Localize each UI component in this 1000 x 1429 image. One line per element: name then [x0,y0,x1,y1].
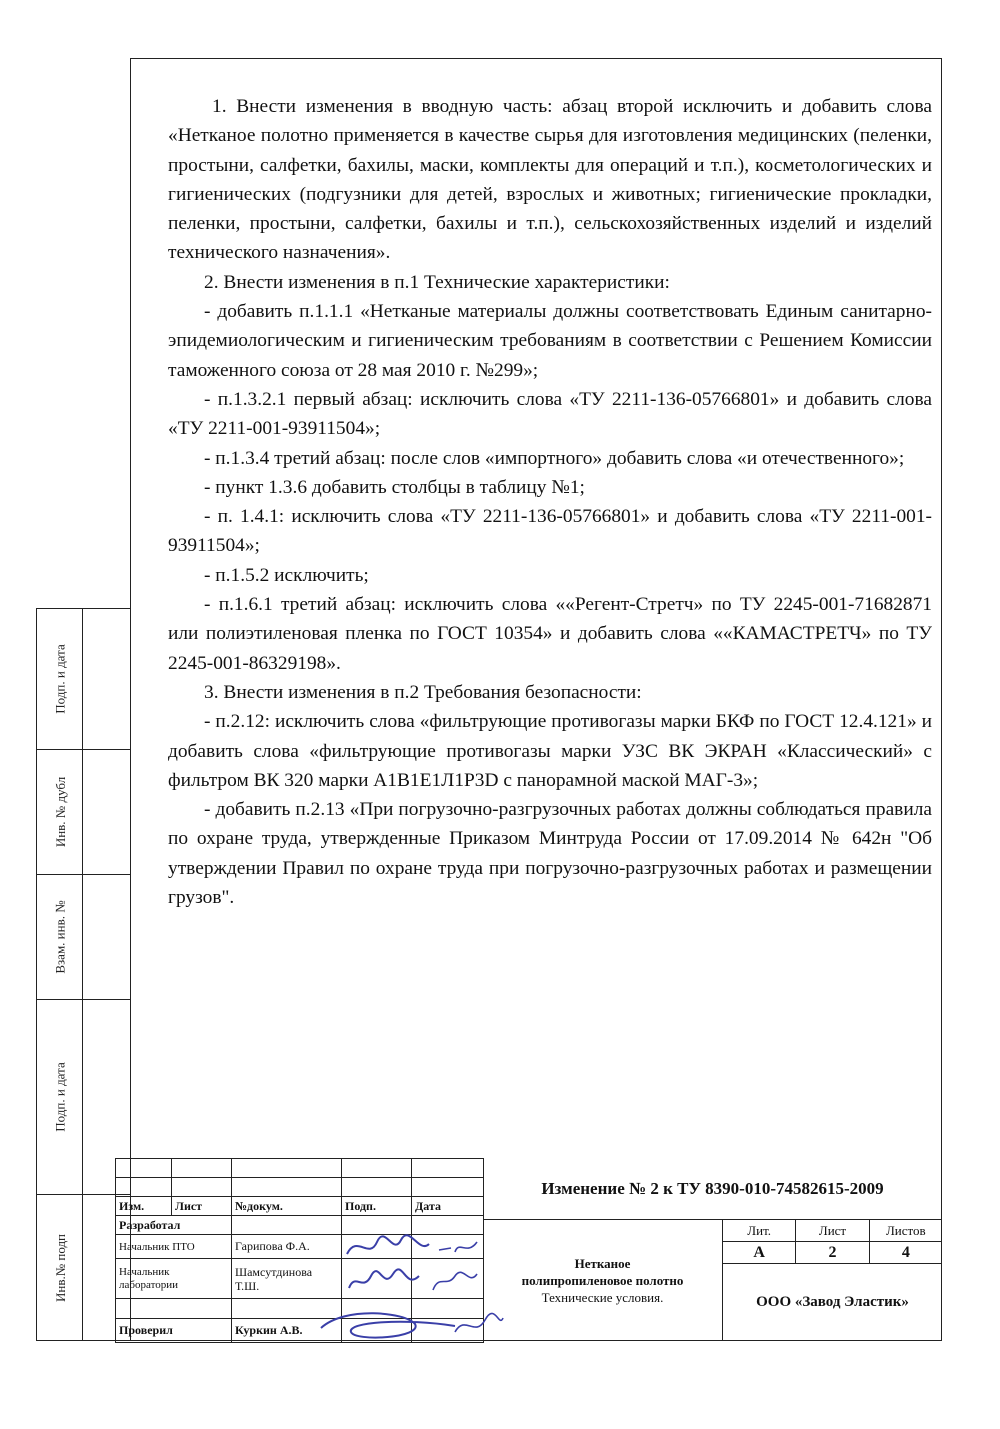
header-change: Изм. [116,1197,172,1216]
side-label-replace-inv: Взам. инв. № [53,899,69,974]
header-doc-no: №докум. [232,1197,342,1216]
title-line-1: Нетканое [574,1256,631,1271]
paragraph-10: 3. Внести изменения в п.2 Требования безопасности: [204,681,642,703]
name-kurkin: Куркин А.В. [232,1319,342,1343]
developed-label: Разработал [116,1216,232,1235]
paragraph-8: - п.1.5.2 исключить; [204,564,369,586]
signature-table [115,1158,484,1343]
side-label-original-inv: Инв.№ подп [53,1233,69,1303]
document-body [168,92,932,912]
paragraph-6: - пункт 1.3.6 добавить столбцы в таблицу №1; [204,476,585,498]
header-date: Дата [412,1197,484,1216]
side-label-sign-date-2: Подп. и дата [53,1061,69,1132]
sheet-info [723,1220,942,1264]
lit-header: Лит. [723,1220,796,1242]
role-pto-head: Начальник ПТО [116,1235,232,1259]
name-shamsutdinova: Шамсутдинова Т.Ш. [232,1259,342,1299]
side-label-sign-date-1: Подп. и дата [53,644,69,714]
paragraph-5: - п.1.3.4 третий абзац: после слов «импортного» добавить слова «и отечественного»; [204,447,905,469]
checked-label: Проверил [116,1319,232,1343]
paragraph-1: 1. Внести изменения в вводную часть: абзац второй исключить и добавить слова «Нетканое полотно применяется в качестве сырья для изготовления медицинских (пеленки, простыни, салфетки, бахилы, маски, комплекты для операций и т.п.), косметологических и гигиенических (подгузники для детей, взрослых и животных; гигиенические прокладки, пеленки, простыни, салфетки, бахилы и т.п.), сельскохозяйственных изделий и изделий технического назначения». [168,96,932,264]
paragraph-3: - добавить п.1.1.1 «Нетканые материалы должны соответствовать Единым санитарно-эпидемиологическим и гигиеническим требованиям в соответствии с Решением Комиссии таможенного союза от 28 мая 2010 г. №299»; [168,301,932,381]
side-label-dup-inv: Инв. № дубл [53,776,69,847]
document-code: Изменение № 2 к ТУ 8390-010-74582615-2009 [483,1158,942,1220]
title-line-3: Технические условия. [541,1290,664,1305]
paragraph-2: 2. Внести изменения в п.1 Технические характеристики: [204,271,670,293]
paragraph-9: - п.1.6.1 третий абзац: исключить слова ««Регент-Стретч» по ТУ 2245-001-71682871 или полиэтиленовая пленка по ГОСТ 10354» и добавить слова ««КАМАСТРЕТЧ» по ТУ 2245-001-86329198». [168,594,932,674]
paragraph-4: - п.1.3.2.1 первый абзац: исключить слова «ТУ 2211-136-05766801» и добавить слова «ТУ 2211-001-93911504»; [168,388,932,440]
sheet-header: Лист [796,1220,869,1242]
header-sheet: Лист [172,1197,232,1216]
paragraph-12: - добавить п.2.13 «При погрузочно-разгрузочных работах должны соблюдаться правила по охране труда, утвержденные Приказом Минтруда России от 17.09.2014 № 642н "Об утверждении Правил по охране труда при погрузочно-разгрузочных работах и размещении грузов". [168,799,932,909]
role-lab-head: Начальник лаборатории [116,1259,232,1299]
title-line-2: полипропиленовое полотно [521,1273,684,1288]
lit-value: А [723,1242,796,1264]
paragraph-11: - п.2.12: исключить слова «фильтрующие противогазы марки БКФ по ГОСТ 12.4.121» и добавить слова «фильтрующие противогазы марки УЗС ВК ЭКРАН «Классический» с фильтром ВК 320 марки А1В1Е1Л1Р3D с панорамной маской МАГ-3»; [168,711,932,791]
header-signature: Подп. [342,1197,412,1216]
paragraph-7: - п. 1.4.1: исключить слова «ТУ 2211-136-05766801» и добавить слова «ТУ 2211-001-93911504»; [168,506,932,557]
sheets-header: Листов [870,1220,942,1242]
document-title [483,1220,723,1341]
sheet-value: 2 [796,1242,869,1264]
company-name: ООО «Завод Эластик» [756,1294,909,1310]
name-garipova: Гарипова Ф.А. [232,1235,342,1259]
sheets-value: 4 [870,1242,942,1264]
title-block [115,1158,942,1341]
